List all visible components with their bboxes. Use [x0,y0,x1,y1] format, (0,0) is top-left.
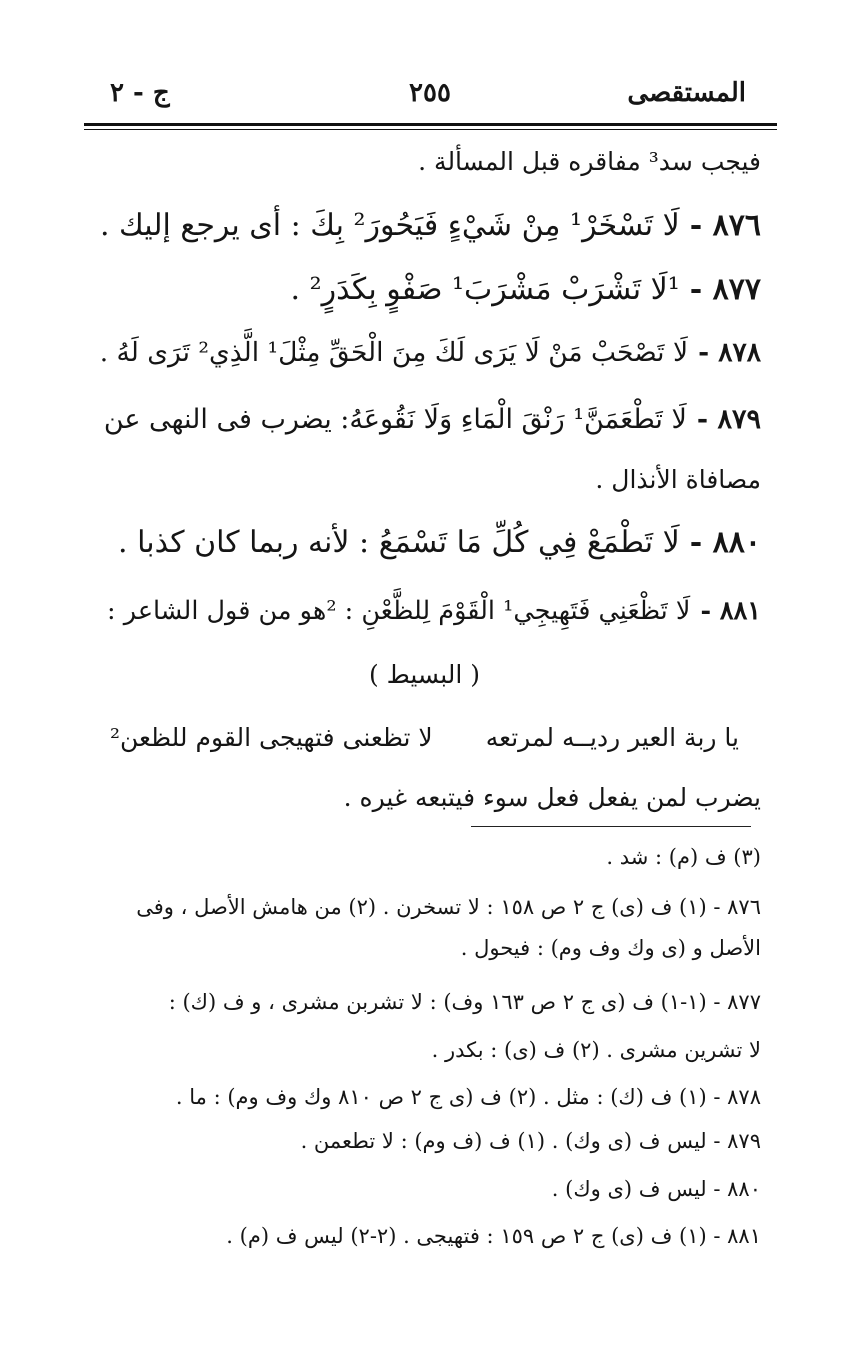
entry-879 [104,400,761,440]
footnote-877-line2: لا تشرين مشرى . (٢) ف (ى) : بكدر . [431,1038,761,1062]
footnote-876-line1: ٨٧٦ - (١) ف (ى) ج ٢ ص ١٥٨ : لا تسخرن . (٢) من هامش الأصل ، وفى [136,895,761,919]
entry-number: ٨٧٩ - [696,404,761,435]
entry-number: ٨٨١ - [700,596,761,626]
entry-878 [100,333,761,373]
entry-number: ٨٧٧ - [689,272,761,307]
running-title: المستقصى [627,78,746,108]
footnote-879: ٨٧٩ - ليس ف (ى وك) . (١) ف (ف وم) : لا تطعمن . [300,1129,761,1153]
volume-label: ج - ٢ [110,78,170,108]
poem-meter: ( البسيط ) [368,660,481,689]
footnote-880: ٨٨٠ - ليس ف (ى وك) . [551,1177,761,1201]
footnote-3: (٣) ف (م) : شد . [606,845,761,869]
entry-text: لَا تَطْعَمَنَّ¹ رَنْقَ الْمَاءِ وَلَا نَقُوعَهُ: يضرب فى النهى عن [103,404,687,435]
poem-verse [110,718,739,758]
entry-text: لَا تَسْخَرْ¹ مِنْ شَيْءٍ فَيَحُورَ² بِكَ : أى يرجع إليك . [99,208,680,243]
entry-text: لَا تَظْعَنِي فَتَهِيجِي¹ الْقَوْمَ لِلظَّعْنِ : ²هو من قول الشاعر : [107,596,691,626]
entry-text: لَا تَصْحَبْ مَنْ لَا يَرَى لَكَ مِنَ الْحَقِّ مِثْلَ¹ الَّذِي² تَرَى لَهُ . [99,337,689,368]
verse-second-hemistich: لا تظعنى فتهيجى القوم للظعن² [110,723,433,752]
entry-880 [118,523,761,563]
entry-number: ٨٧٦ - [689,208,761,243]
header-rule-thick [84,123,777,126]
page-header [100,78,760,118]
header-rule-thin [84,129,777,130]
entry-text: ¹لَا تَشْرَبْ مَشْرَبَ¹ صَفْوٍ بِكَدَرٍ² . [290,272,680,307]
entry-text: لَا تَطْمَعْ فِي كُلِّ مَا تَسْمَعُ : لأنه ربما كان كذبا . [118,525,680,560]
footnote-876-line2: الأصل و (ى وك وف وم) : فيحول . [460,936,761,960]
entry-number: ٨٧٨ - [698,337,761,368]
page-number: ٢٥٥ [409,78,451,108]
footnote-881: ٨٨١ - (١) ف (ى) ج ٢ ص ١٥٩ : فتهيجى . (٢-٢) ليس ف (م) . [226,1224,761,1248]
entry-879-continuation: مصافاة الأنذال . [595,465,761,494]
entry-876 [100,206,761,246]
footnote-877-line1: ٨٧٧ - (١-١) ف (ى ج ٢ ص ١٦٣ وف) : لا تشربن مشرى ، و ف (ك) : [168,990,761,1014]
entry-881 [107,591,761,631]
verse-first-hemistich: يا ربة العير رديــه لمرتعه [485,723,739,752]
entry-number: ٨٨٠ - [689,525,761,560]
footnote-rule [471,826,751,827]
entry-877 [290,270,761,310]
closing-line: يضرب لمن يفعل فعل سوء فيتبعه غيره . [343,783,761,812]
footnote-878: ٨٧٨ - (١) ف (ك) : مثل . (٢) ف (ى ج ٢ ص ٨١٠ وك وف وم) : ما . [175,1085,761,1109]
intro-line: فيجب سد³ مفاقره قبل المسألة . [418,147,761,176]
